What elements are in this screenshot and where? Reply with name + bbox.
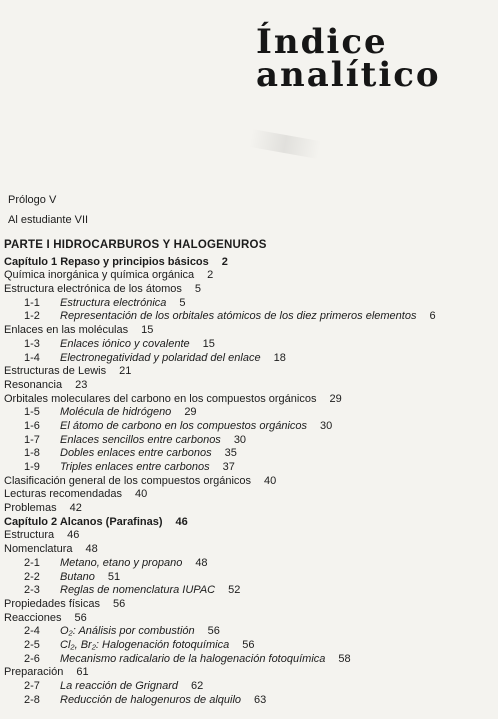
toc-entry-chapter [4, 516, 496, 530]
toc-entry-sub [4, 625, 496, 639]
toc-entry-sub [4, 557, 496, 571]
toc-entry-head [4, 543, 496, 557]
page-number: 48 [85, 543, 98, 556]
page-number: 63 [254, 693, 267, 706]
entry-title: Triples enlaces entre carbonos [60, 461, 210, 473]
entry-title: Clasificación general de los compuestos orgánicos [4, 474, 252, 487]
entry-title: Estructura electrónica [60, 296, 167, 309]
entry-title: Enlaces en las moléculas [4, 324, 129, 337]
front-matter-prologo: Prólogo V [8, 194, 57, 206]
entry-title: Dobles enlaces entre carbonos [60, 447, 212, 460]
page-number: 46 [67, 529, 80, 542]
toc-entry-chapter [4, 256, 496, 270]
toc-entry-sub [4, 352, 496, 366]
entry-title: O₂: Análisis por combustión [60, 625, 195, 638]
entry-title: Propiedades físicas [4, 597, 100, 610]
toc-entry-head [4, 502, 496, 516]
entry-title: Electronegatividad y polaridad del enlace [60, 351, 261, 364]
page-number: 51 [107, 570, 121, 583]
toc-entry-head [4, 324, 496, 338]
page-number: 2 [207, 269, 214, 282]
entry-title: PARTE I HIDROCARBUROS Y HALOGENUROS [4, 239, 267, 251]
scan-smudge [249, 129, 321, 159]
entry-title: Enlaces iónico y covalente [60, 337, 190, 350]
toc-entry-part [4, 239, 496, 253]
toc-entry-sub [4, 571, 496, 585]
page-number: 2 [221, 255, 228, 268]
entry-title: Resonancia [4, 378, 63, 391]
toc-entry-head [4, 475, 496, 489]
toc-entry-sub [4, 461, 496, 475]
toc-entry-sub [4, 406, 496, 420]
entry-title: Representación de los orbitales atómicos de los diez primeros elementos [60, 310, 417, 323]
entry-title: Estructura [4, 529, 55, 542]
entry-title: Capítulo 1 Repaso y principios básicos [4, 255, 209, 268]
toc-entry-sub [4, 639, 496, 653]
toc-entry-head [4, 269, 496, 283]
page-number: 56 [207, 625, 220, 638]
toc-entry-head [4, 393, 496, 407]
page-number: 5 [179, 296, 186, 309]
toc-entry-sub [4, 584, 496, 598]
page-number: 40 [135, 488, 148, 501]
entry-title: Mecanismo radicalario de la halogenación fotoquímica [60, 652, 326, 665]
page-number: 35 [224, 447, 237, 460]
section-number: 1-2 [24, 310, 40, 323]
page-number: 37 [222, 461, 235, 473]
section-number: 1-3 [24, 337, 40, 350]
toc-entry-sub [4, 694, 496, 708]
entry-title: Estructura electrónica de los átomos [4, 283, 182, 296]
page-number: 30 [320, 419, 333, 432]
entry-title: Preparación [4, 666, 64, 679]
toc-entry-head [4, 365, 496, 379]
toc-entry-sub [4, 338, 496, 352]
entry-title: Molécula de hidrógeno [60, 406, 172, 419]
entry-title: Química inorgánica y química orgánica [4, 269, 195, 282]
section-number: 1-5 [24, 406, 40, 419]
page-number: 6 [429, 310, 436, 323]
toc-entry-head [4, 612, 496, 626]
entry-title: Capítulo 2 Alcanos (Parafinas) [4, 515, 163, 528]
page-number: 21 [119, 365, 132, 378]
entry-title: Problemas [4, 502, 57, 515]
section-number: 1-7 [24, 433, 40, 446]
entry-title: Reducción de halogenuros de alquilo [60, 693, 242, 706]
toc-entry-sub [4, 653, 496, 667]
entry-title: El átomo de carbono en los compuestos orgánicos [60, 419, 308, 432]
page-number: 48 [195, 556, 208, 569]
section-number: 1-8 [24, 447, 40, 460]
table-of-contents [4, 239, 496, 707]
page-number: 56 [74, 611, 87, 624]
front-matter-estudiante: Al estudiante VII [8, 214, 89, 226]
entry-title: Enlaces sencillos entre carbonos [60, 433, 221, 446]
page-number: 5 [194, 283, 202, 296]
section-number: 1-6 [24, 419, 40, 432]
toc-entry-sub [4, 447, 496, 461]
page-number: 56 [113, 597, 126, 610]
page-number: 29 [184, 406, 197, 419]
page-number: 61 [76, 666, 89, 679]
page-number: 56 [242, 638, 255, 651]
page-number: 58 [338, 652, 351, 665]
toc-entry-head [4, 488, 496, 502]
section-number: 2-1 [24, 556, 40, 569]
toc-entry-head [4, 666, 496, 680]
entry-title: Lecturas recomendadas [4, 488, 123, 501]
section-number: 2-4 [24, 625, 40, 638]
page-number: 15 [202, 337, 215, 350]
toc-entry-sub [4, 680, 496, 694]
section-number: 2-3 [24, 584, 40, 597]
toc-entry-sub [4, 420, 496, 434]
section-number: 1-9 [24, 461, 40, 473]
section-number: 1-4 [24, 351, 40, 364]
section-number: 2-8 [24, 693, 40, 706]
entry-title: Estructuras de Lewis [4, 365, 107, 378]
entry-title: Cl₂, Br₂: Halogenación fotoquímica [60, 638, 230, 651]
page-number: 42 [69, 502, 82, 515]
entry-title: Butano [60, 570, 95, 583]
page-title [256, 22, 496, 95]
section-number: 2-2 [24, 570, 40, 583]
title-line-1: Índice [256, 22, 388, 62]
toc-entry-head [4, 379, 496, 393]
page-number: 52 [228, 584, 241, 597]
section-number: 2-6 [24, 652, 40, 665]
section-number: 2-7 [24, 680, 40, 692]
toc-entry-sub [4, 297, 496, 311]
entry-title: Reacciones [4, 611, 62, 624]
page-number: 18 [273, 351, 286, 364]
toc-entry-head [4, 598, 496, 612]
section-number: 2-5 [24, 638, 40, 651]
page-number: 15 [141, 324, 154, 337]
page-number: 30 [233, 433, 247, 446]
toc-entry-sub [4, 434, 496, 448]
entry-title: Metano, etano y propano [60, 556, 183, 569]
toc-entry-head [4, 529, 496, 543]
entry-title: Orbitales moleculares del carbono en los compuestos orgánicos [4, 392, 317, 405]
entry-title: Nomenclatura [4, 543, 73, 556]
entry-title: La reacción de Grignard [60, 680, 179, 692]
page-number: 29 [329, 392, 342, 405]
page-number: 40 [264, 474, 277, 487]
page-number: 23 [75, 378, 88, 391]
entry-title: Reglas de nomenclatura IUPAC [60, 584, 216, 597]
section-number: 1-1 [24, 296, 40, 309]
toc-entry-head [4, 283, 496, 297]
page-number: 62 [191, 680, 204, 692]
toc-entry-sub [4, 310, 496, 324]
page-number: 46 [175, 515, 188, 528]
title-line-2: analítico [256, 55, 441, 95]
